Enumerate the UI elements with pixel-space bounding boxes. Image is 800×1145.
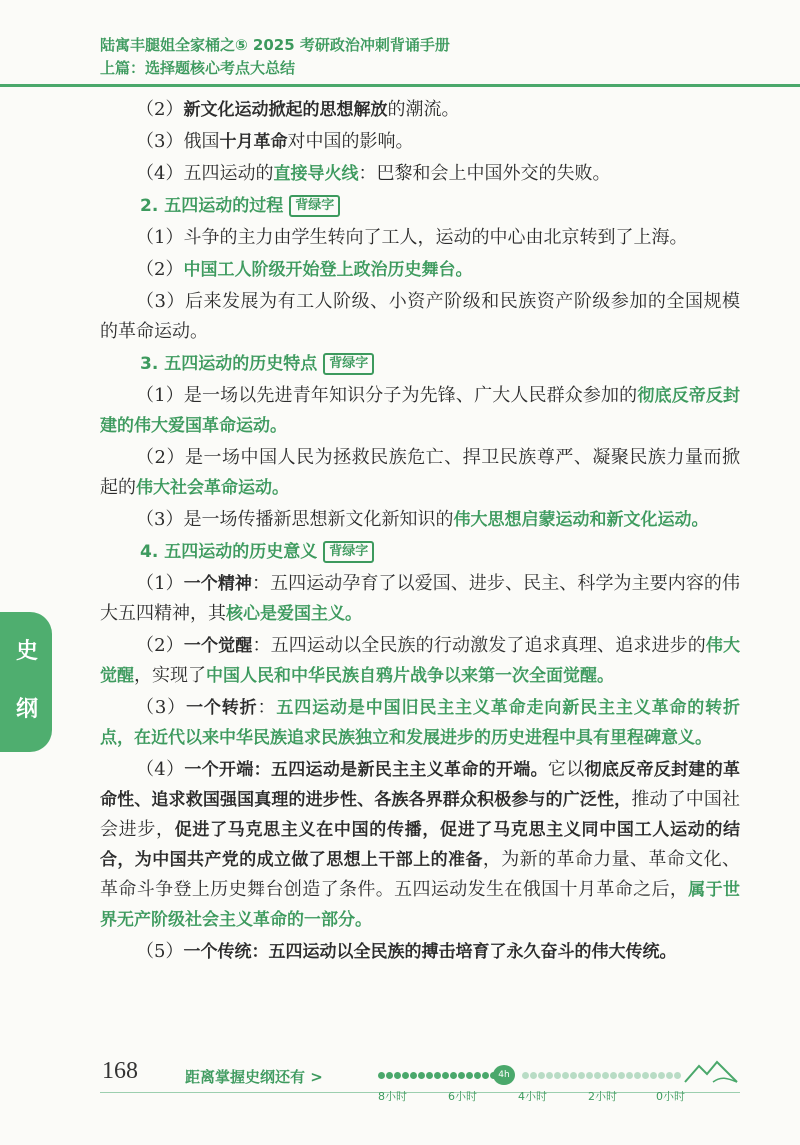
progress-dot [586,1072,593,1079]
section-heading [100,191,740,221]
body-text: ，为新的革命力量、革命文化、革命斗争登上历史舞台创造了条件。五四运动发生在俄国十月革命之后， [100,849,741,900]
highlight-text: 中国人民和中华民族自鸦片战争以来第一次全面觉醒。 [206,666,614,686]
book-title: 陆寓丰腿姐全家桶之⑤ 2025 考研政治冲刺背诵手册 [100,36,450,54]
bold-text: 新文化运动掀起的思想解放 [183,100,388,120]
paragraph [100,287,740,347]
section-title: 上篇：选择题核心考点大总结 [100,59,296,77]
bold-text: 促进了马克思主义在中国的传播，促进了马克思主义同中国工人运动的结合，为中国共产党的成立做了思想上干部上的准备 [100,820,741,870]
paragraph [100,443,740,503]
body-text: 它以 [547,759,585,780]
body-text: （3）俄国 [136,131,220,152]
memorize-badge: 背绿字 [323,541,374,563]
highlight-text: 伟大社会革命运动。 [136,478,289,498]
progress-dot [482,1072,489,1079]
section-heading [100,537,740,567]
highlight-text: 彻底反帝反封建的伟大爱国革命运动。 [100,386,741,436]
body-text: ：五四运动孕育了以爱国、进步、民主、科学为主要内容的伟大五四精神，其 [100,573,741,624]
paragraph [100,569,740,629]
body-text: （2） [136,635,184,656]
progress-dot [650,1072,657,1079]
progress-dot [458,1072,465,1079]
bold-text: 一个开端：五四运动是新民主主义革命的开端。 [184,760,548,780]
tick-label: 8小时 [378,1090,407,1103]
memorize-badge: 背绿字 [323,353,374,375]
progress-dot [554,1072,561,1079]
highlight-text: 五四运动是中国旧民主主义革命走向新民主主义革命的转折点，在近代以来中华民族追求民族独立和发展进步的历史进程中具有里程碑意义。 [100,698,741,748]
paragraph [100,505,740,535]
progress-dot [546,1072,553,1079]
body-text: （1）是一场以先进青年知识分子为先锋、广大人民群众参加的 [136,385,638,406]
highlight-text: 伟大觉醒 [100,636,741,686]
page-header [0,0,800,87]
progress-dot [634,1072,641,1079]
progress-dot [658,1072,665,1079]
progress-dot [570,1072,577,1079]
progress-dot [434,1072,441,1079]
body-text: （1） [136,573,184,594]
body-text: ，实现了 [134,665,206,686]
progress-dot [562,1072,569,1079]
body-text: ： [257,697,277,718]
progress-dot [426,1072,433,1079]
paragraph [100,223,740,253]
footer-divider [100,1092,740,1093]
highlight-text: 中国工人阶级开始登上政治历史舞台。 [183,260,473,280]
progress-dot [626,1072,633,1079]
body-text: （2）是一场中国人民为拯救民族危亡、捍卫民族尊严、凝聚民族力量而掀起的 [100,447,740,498]
body-text: （3） [136,697,187,718]
progress-marker: 4h [493,1065,515,1085]
countdown-label: 距离掌握史纲还有 > [185,1068,323,1086]
body-text: （3）是一场传播新思想新文化新知识的 [136,509,454,530]
tick-label: 0小时 [656,1090,685,1103]
paragraph [100,127,740,157]
section-heading [100,349,740,379]
progress-dot [530,1072,537,1079]
progress-dot [610,1072,617,1079]
progress-dot [522,1072,529,1079]
paragraph [100,95,740,125]
progress-dot [442,1072,449,1079]
page-content [100,95,740,969]
progress-dot [594,1072,601,1079]
paragraph [100,693,740,753]
progress-dot [378,1072,385,1079]
bold-text: 一个传统：五四运动以全民族的搏击培育了永久奋斗的伟大传统。 [183,942,677,962]
paragraph [100,159,740,189]
progress-dot [666,1072,673,1079]
body-text: （5） [136,941,184,962]
paragraph [100,255,740,285]
highlight-text: 直接导火线 [273,164,359,184]
memorize-badge: 背绿字 [289,195,340,217]
body-text: 对中国的影响。 [287,131,414,152]
tick-label: 6小时 [448,1090,477,1103]
paragraph [100,937,740,967]
body-text: （3）后来发展为有工人阶级、小资产阶级和民族资产阶级参加的全国规模的革命运动。 [100,291,740,342]
tick-label: 4小时 [518,1090,547,1103]
page-number: 168 [102,1058,138,1084]
side-tab-char: 纲 [15,697,38,722]
body-text: （4） [136,759,185,780]
progress-dot [418,1072,425,1079]
mountain-icon [683,1058,739,1086]
progress-dot [450,1072,457,1079]
highlight-text: 属于世界无产阶级社会主义革命的一部分。 [100,880,740,930]
paragraph [100,631,740,691]
progress-dot [674,1072,681,1079]
body-text: （2） [136,259,184,280]
body-text: 的潮流。 [387,99,460,120]
body-text: （1）斗争的主力由学生转向了工人，运动的中心由北京转到了上海。 [136,227,688,248]
progress-dot [538,1072,545,1079]
body-text: （4）五四运动的 [136,163,274,184]
progress-dot [394,1072,401,1079]
progress-dot [602,1072,609,1079]
progress-dot [474,1072,481,1079]
progress-dot [466,1072,473,1079]
body-text: ：巴黎和会上中国外交的失败。 [358,163,611,184]
bold-text: 一个转折 [186,698,258,718]
highlight-text: 核心是爱国主义。 [226,604,362,624]
progress-dot [618,1072,625,1079]
bold-text: 彻底反帝反封建的革命性、追求救国强国真理的进步性、各族各界群众积极参与的广泛性， [100,760,741,810]
progress-dot [386,1072,393,1079]
tick-label: 2小时 [588,1090,617,1103]
progress-dot [642,1072,649,1079]
side-tab-char: 史 [15,639,38,664]
highlight-text: 伟大思想启蒙运动和新文化运动。 [453,510,709,530]
section-heading-text: 3. 五四运动的历史特点 [140,354,318,374]
section-heading-text: 4. 五四运动的历史意义 [140,542,318,562]
paragraph [100,755,740,935]
section-heading-text: 2. 五四运动的过程 [140,196,284,216]
progress-dot [402,1072,409,1079]
paragraph [100,381,740,441]
bold-text: 一个觉醒 [183,636,253,656]
body-text: 推动了中国社会进步， [100,789,741,840]
body-text: ：五四运动以全民族的行动激发了追求真理、追求进步的 [252,635,706,656]
side-tab [0,612,52,752]
progress-dot [578,1072,585,1079]
progress-dot [410,1072,417,1079]
bold-text: 一个精神 [183,574,252,594]
body-text: （2） [136,99,184,120]
bold-text: 十月革命 [219,132,288,152]
